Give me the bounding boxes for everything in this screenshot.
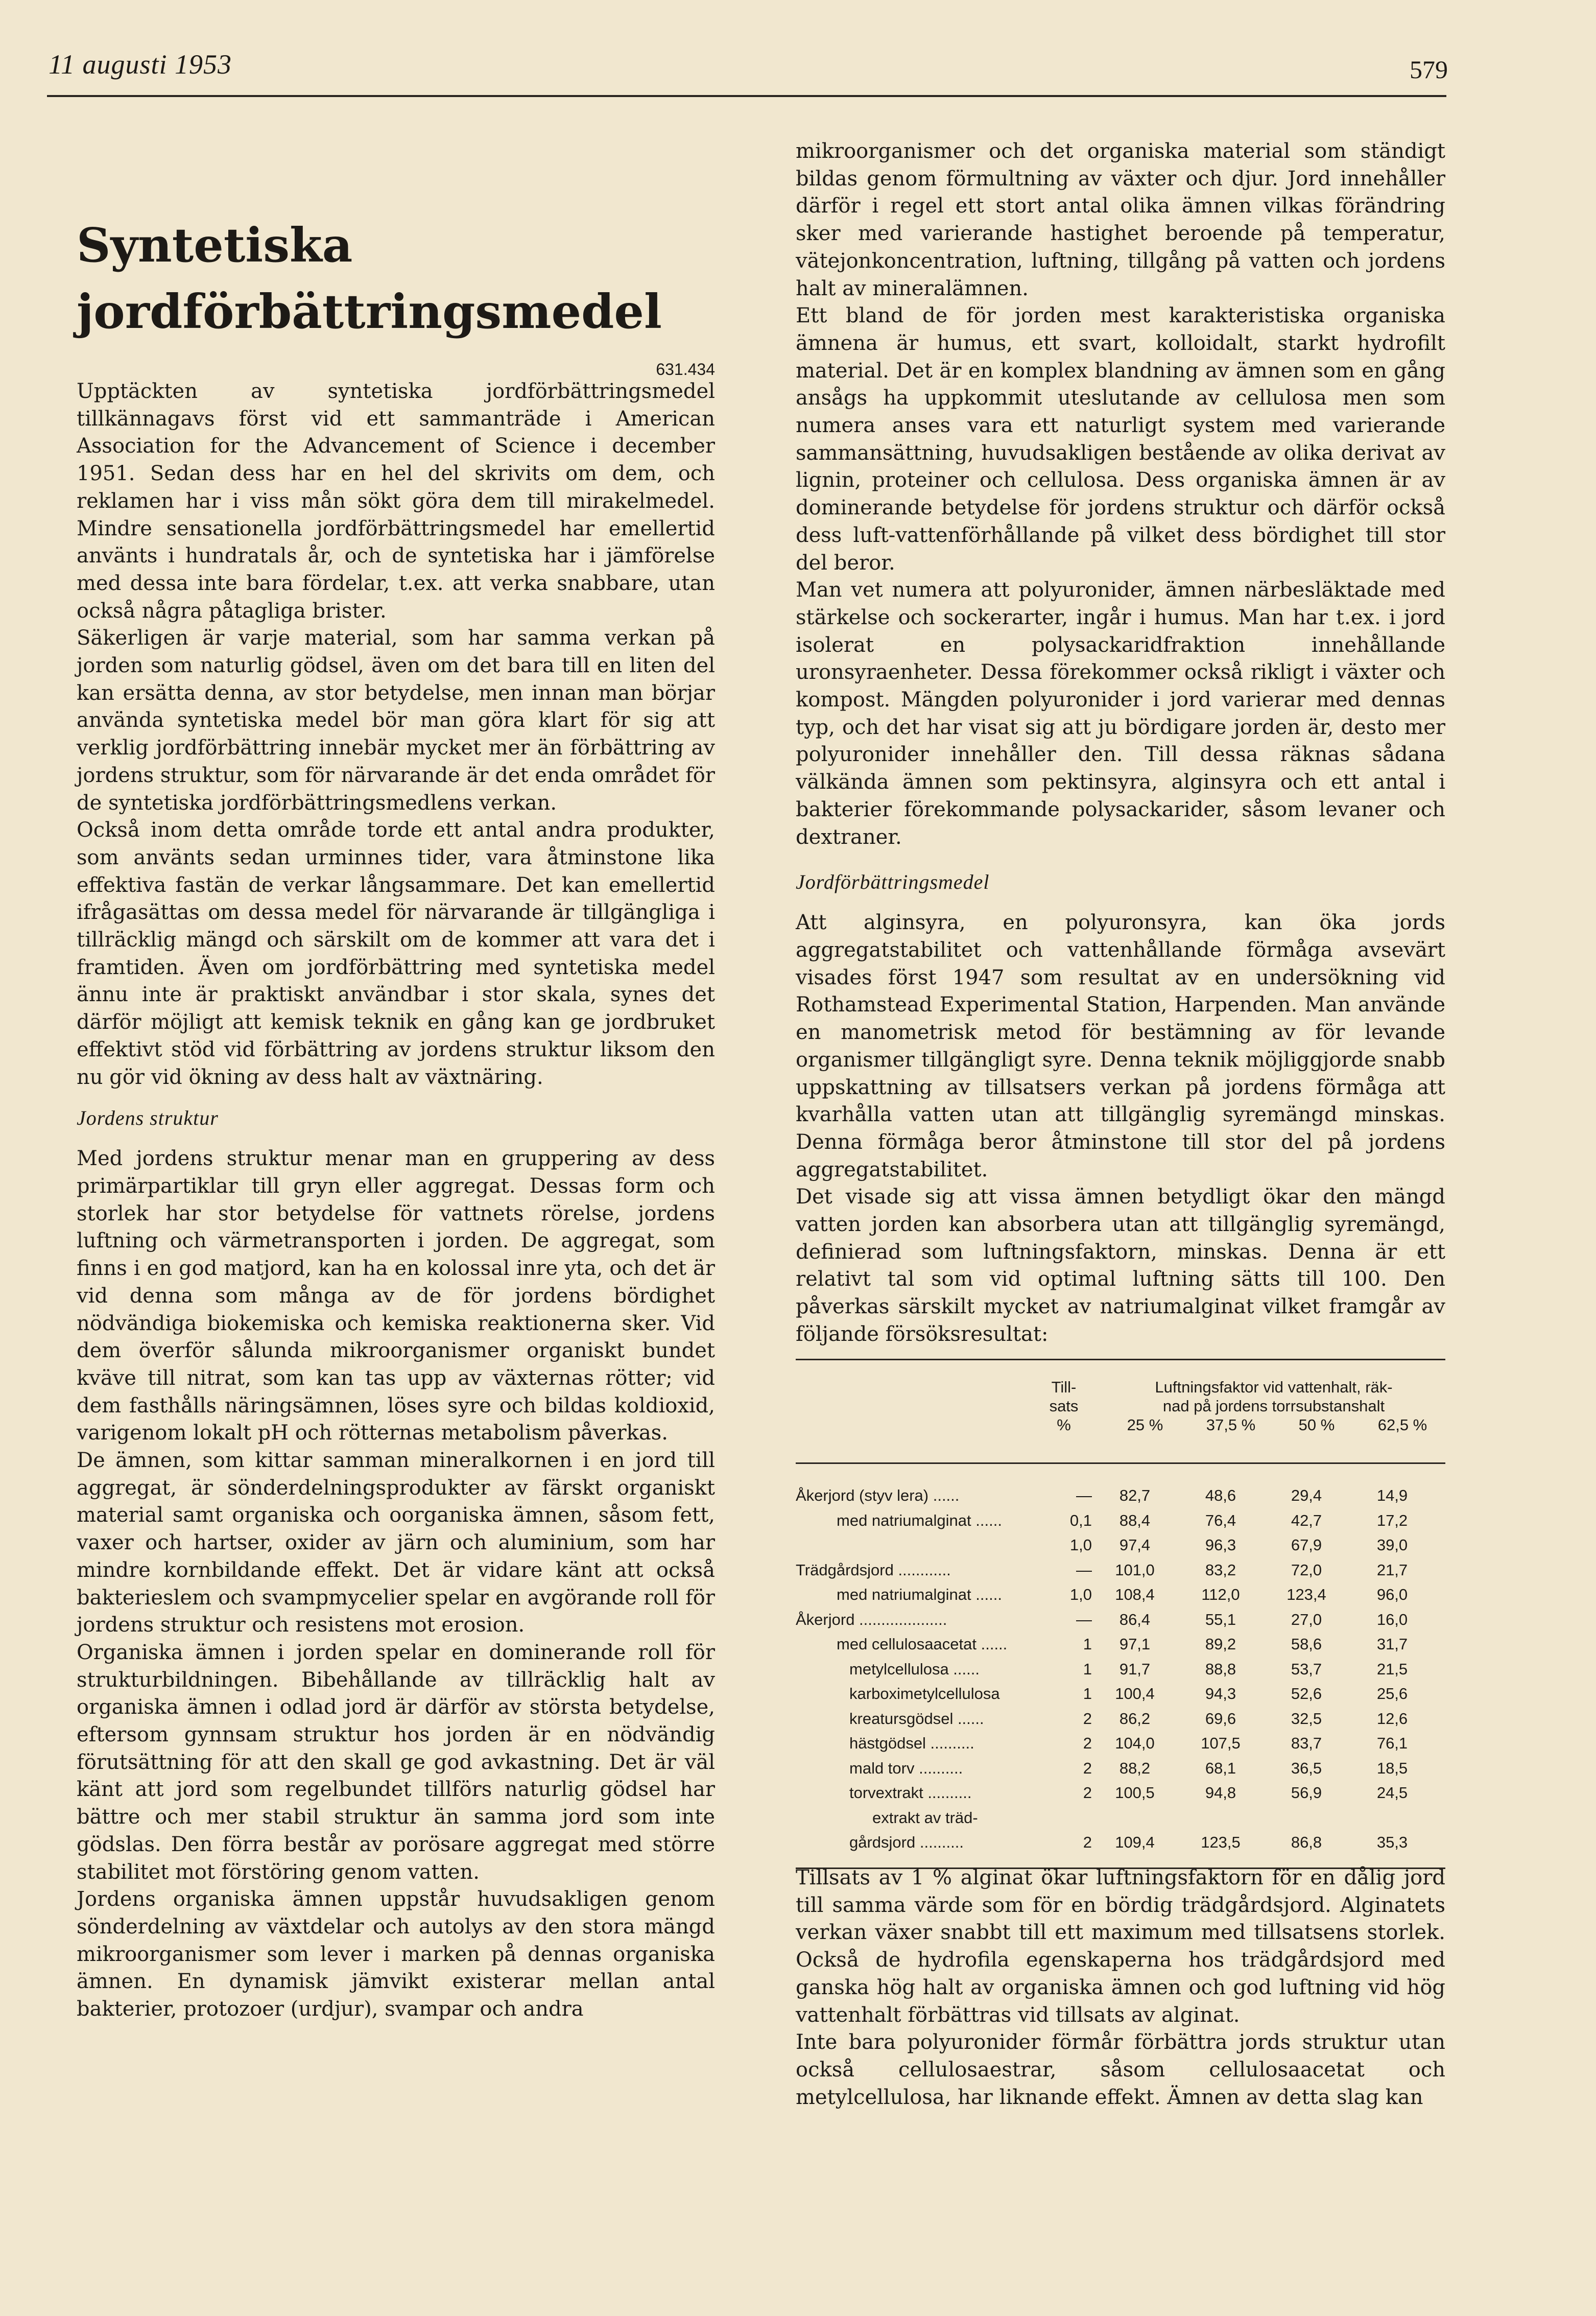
row-sats: 2 [1083,1734,1092,1752]
row-value: 104,0 [1115,1734,1155,1752]
row-value: 31,7 [1376,1635,1408,1653]
row-sats: 2 [1083,1833,1092,1851]
table-body [796,1464,1445,1868]
paragraph: Organiska ämnen i jorden spelar en dominerande roll för strukturbildningen. Bibehållande av tillräcklig halt av organiska ämnen i odlad jord är därför av största betydelse, eftersom gynnsam struktur hos jorden är en nödvändig förutsättning för att den skall ge god avkastning. Det är väl känt att jord som regelbundet tillförs naturlig gödsel har bättre och mer stabil struktur än samma jord som inte gödslas. Den förra består av porösare aggregat med större stabilitet mot förstöring genom vatten. [77,1640,715,1884]
row-value: 94,8 [1205,1784,1236,1802]
row-value: 24,5 [1376,1784,1408,1802]
header-values [1102,1415,1445,1434]
row-value: 94,3 [1205,1685,1236,1703]
table-row [796,1582,1445,1608]
row-value: 83,7 [1291,1734,1322,1752]
header-col: 50 % [1298,1416,1335,1434]
row-sats: 1,0 [1069,1586,1092,1603]
issue-date: 11 augusti 1953 [49,49,232,80]
row-value: 58,6 [1291,1635,1322,1653]
paragraph: Att alginsyra, en polyuronsyra, kan öka jords aggregatstabilitet och vattenhållande förmåga avsevärt visades först 1947 som resultat av en undersökning vid Rothamstead Experimental Station, Harpenden. Man använde en manometrisk metod för bestämning av för levande organismer tillgängligt syre. Denna teknik möjliggjorde snabb uppskattning av tillsatsers verkan på jordens förmåga att kvarhålla vatten utan att tillgänglig syremängd minskas. Denna förmåga beror åtminstone till stor del på jordens aggregatstabilitet. [796,911,1445,1181]
row-value: 29,4 [1291,1486,1322,1504]
row-value: 101,0 [1115,1561,1155,1579]
row-sats: 0,1 [1069,1511,1092,1529]
row-label: karboximetylcellulosa [849,1685,1000,1703]
row-value: 12,6 [1376,1709,1408,1728]
row-value: 123,4 [1287,1586,1326,1603]
row-value: 68,1 [1205,1759,1236,1777]
row-value: 27,0 [1291,1610,1322,1628]
row-value: 86,2 [1119,1709,1151,1728]
table-row [796,1806,1445,1831]
row-value: 112,0 [1201,1586,1240,1603]
row-value: 14,9 [1376,1486,1408,1504]
left-column [77,378,715,2023]
row-label: Åkerjord (styv lera) ...... [796,1486,960,1504]
row-sats: — [1076,1561,1092,1579]
row-label: kreatursgödsel ...... [849,1709,984,1728]
row-label: Trädgårdsjord ............ [796,1561,951,1579]
paragraph: Upptäckten av syntetiska jordförbättringsmedel tillkännagavs först vid ett sammanträde i American Association for the Advancement of Science i december 1951. Sedan dess har en hel del skrivits om dem, och reklamen har i viss mån sökt göra dem till mirakelmedel. Mindre sensationella jordförbättringsmedel har emellertid använts i hundratals år, och de syntetiska har i jämförelse med dessa inte bara fördelar, t.ex. att verka snabbare, utan också några påtagliga brister. [77,380,715,623]
table-row [796,1508,1445,1533]
row-value: 32,5 [1291,1709,1322,1728]
paragraph: Inte bara polyuronider förmår förbättra jords struktur utan också cellulosaestrar, såsom cellulosaacetat och metylcellulosa, har liknande effekt. Ämnen av detta slag kan [796,2030,1445,2109]
row-value: 69,6 [1205,1709,1236,1728]
paragraph: Jordens organiska ämnen uppstår huvudsakligen genom sönderdelning av växtdelar och autolys av den stora mängd mikroorganismer som lever i marken på dennas organiska ämnen. En dynamisk jämvikt existerar mellan antal bakterier, protozoer (urdjur), svampar och andra [77,1887,715,2021]
row-value: 89,2 [1205,1635,1236,1653]
row-value [1349,1806,1435,1831]
table-row [796,1731,1445,1756]
row-value: 21,7 [1376,1561,1408,1579]
row-value: 91,7 [1119,1660,1151,1678]
table-header [796,1360,1445,1462]
table-row [796,1707,1445,1732]
row-value: 97,1 [1119,1635,1151,1653]
row-sats: — [1076,1486,1092,1504]
table-row [796,1533,1445,1558]
page-number: 579 [1410,55,1448,84]
row-value [1264,1806,1349,1831]
row-label: hästgödsel .......... [849,1734,974,1752]
row-label: mald torv .......... [849,1759,963,1777]
row-label: gårdsjord .......... [849,1833,964,1851]
table-row [796,1830,1445,1855]
row-label: Åkerjord .................... [796,1610,947,1628]
row-sats: 1 [1083,1635,1092,1653]
row-value: 48,6 [1205,1486,1236,1504]
table-row [796,1632,1445,1657]
article-title [77,212,715,345]
row-value: 88,8 [1205,1660,1236,1678]
row-value: 35,3 [1376,1833,1408,1851]
row-value: 76,1 [1376,1734,1408,1752]
row-label: metylcellulosa ...... [849,1660,980,1678]
row-value: 39,0 [1376,1536,1408,1554]
row-sats: — [1076,1610,1092,1628]
row-value: 100,4 [1115,1685,1155,1703]
row-value: 96,0 [1376,1586,1408,1603]
row-sats: 1 [1083,1660,1092,1678]
row-value: 53,7 [1291,1660,1322,1678]
row-sats [1036,1806,1092,1831]
row-value: 107,5 [1201,1734,1241,1752]
title-line-1: Syntetiska [77,218,353,273]
header-col: 25 % [1127,1416,1163,1434]
row-value: 108,4 [1115,1586,1155,1603]
row-value: 72,0 [1291,1561,1322,1579]
row-value: 16,0 [1376,1610,1408,1628]
paragraph: Man vet numera att polyuronider, ämnen närbesläktade med stärkelse och sockerarter, ingår i humus. Man har t.ex. i jord isolerat en polysackaridfraktion innehållande uronsyraenheter. Dessa förekommer också rikligt i växter och kompost. Mängden polyuronider i jord varierar med dennas typ, och det har visat sig att ju bördigare jorden är, desto mer polyuronider innehåller den. Till dessa räknas sådana välkända ämnen som pektinsyra, alginsyra och ett antal i bakterier förekommande polysackarider, såsom levaner och dextraner. [796,578,1445,849]
row-value: 55,1 [1205,1610,1236,1628]
table-row [796,1756,1445,1781]
right-column-top [796,138,1445,1349]
row-label: med cellulosaacetat ...... [837,1635,1008,1653]
row-value: 17,2 [1376,1511,1408,1529]
header-col: 62,5 % [1377,1416,1427,1434]
row-value: 123,5 [1201,1833,1241,1851]
table-row [796,1558,1445,1583]
section-heading: Jordens struktur [77,1106,219,1130]
row-value [1092,1806,1178,1831]
row-value: 86,4 [1119,1610,1151,1628]
row-value: 83,2 [1205,1561,1236,1579]
row-label: extrakt av träd- [872,1808,978,1827]
paragraph: Med jordens struktur menar man en gruppering av dess primärpartiklar till gryn eller aggregat. Dessas form och storlek har stor betydelse för vattnets rörelse, jordens luftning och värmetransporten i jorden. De aggregat, som finns i en god matjord, kan ha en kolossal inre yta, och det är vid denna som många av de för jordens bördighet nödvändiga biokemiska och kemiska reaktionerna sker. Vid dem överför sålunda mikroorganismer organiskt bundet kväve till nitrat, som kan tas upp av växternas rötter; vid dem fasthålls näringsämnen, löses syre och bildas koldioxid, varigenom lokalt pH och rötternas metabolism påverkas. [77,1147,715,1445]
row-value [1178,1806,1264,1831]
paragraph: De ämnen, som kittar samman mineralkornen i en jord till aggregat, är sönderdelningsprodukter av färskt organiskt material samt organiska och oorganiska ämnen, såsom fett, vaxer och hartser, oxider av järn och aluminium, som har mindre kornbildande effekt. Det är vidare känt att också bakterieslem och svampmycelier spelar en avgörande roll för jordens struktur och resistens mot erosion. [77,1449,715,1637]
row-value: 36,5 [1291,1759,1322,1777]
row-value: 56,9 [1291,1784,1322,1802]
row-sats: 1 [1083,1685,1092,1703]
results-table [796,1359,1445,1869]
row-value: 42,7 [1291,1511,1322,1529]
paragraph: Ett bland de för jorden mest karakteristiska organiska ämnena är humus, ett svart, kolloidalt, starkt hydrofilt material. Det är en komplex blandning av ämnen som en gång ansågs ha uppkommit uteslutande av cellulosa men som numera anses vara ett naturligt system med varierande sammansättning, huvudsakligen bestående av olika derivat av lignin, proteiner och cellulosa. Dess organiska ämnen är av dominerande betydelse för jordens struktur och därför också dess luft-vattenförhållande på vilket dess bördighet till stor del beror. [796,304,1445,575]
row-value: 82,7 [1119,1486,1151,1504]
row-value: 88,4 [1119,1511,1151,1529]
paragraph: Tillsats av 1 % alginat ökar luftningsfaktorn för en dålig jord till samma värde som för en bördig trädgårdsjord. Alginatets verkan växer snabbt till ett maximum med tillsatsens storlek. Också de hydrofila egenskaperna hos trädgårdsjord med ganska hög halt av organiska ämnen och god luftning vid hög vattenhalt förbättras vid tillsats av alginat. [796,1866,1445,2027]
row-value: 96,3 [1205,1536,1236,1554]
row-value: 97,4 [1119,1536,1151,1554]
row-label: med natriumalginat ...... [837,1586,1002,1603]
header-rule [47,95,1446,97]
row-sats: 2 [1083,1784,1092,1802]
row-value: 100,5 [1115,1784,1155,1802]
title-line-2: jordförbättringsmedel [77,284,662,339]
table-row [796,1608,1445,1633]
table-row [796,1483,1445,1508]
row-value: 21,5 [1376,1660,1408,1678]
udc-code: 631.434 [656,360,715,379]
paragraph: Det visade sig att vissa ämnen betydligt ökar den mängd vatten jorden kan absorbera utan att tillgänglig syremängd, definierad som luftningsfaktorn, minskas. Denna är ett relativt tal som vid optimal luftning sätts till 100. Den påverkas särskilt mycket av natriumalginat vilket framgår av följande försöksresultat: [796,1185,1445,1346]
row-value: 67,9 [1291,1536,1322,1554]
row-value: 109,4 [1115,1833,1155,1851]
section-heading: Jordförbättringsmedel [796,870,990,894]
paragraph: Också inom detta område torde ett antal andra produkter, som använts sedan urminnes tider, vara åtminstone lika effektiva fastän de verkar långsammare. Det kan emellertid ifrågasättas om dessa medel för närvarande är tillgängliga i tillräcklig mängd och särskilt om de kommer att vara det i framtiden. Även om jordförbättring med syntetiska medel ännu inte är praktiskt användbar i stor skala, synes det därför möjligt att kemisk teknik en gång kan ge jordbruket effektivt stöd vid förbättring av jordens struktur liksom den nu gör vid ökning av dess halt av växtnäring. [77,818,715,1089]
row-label: torvextrakt .......... [849,1784,972,1802]
header-sats: Till- sats % [1049,1378,1079,1434]
row-value: 88,2 [1119,1759,1151,1777]
row-label: med natriumalginat ...... [837,1511,1002,1529]
paragraph: mikroorganismer och det organiska material som ständigt bildas genom förmultning av växter och djur. Jord innehåller därför i regel ett stort antal olika ämnen vilkas förändring sker med varierande hastighet beroende på temperatur, vätejonkoncentration, luftning, tillgång på vatten och jordens halt av mineralämnen. [796,139,1445,300]
row-sats: 2 [1083,1759,1092,1777]
row-label [796,1533,1036,1558]
row-value: 76,4 [1205,1511,1236,1529]
table-row [796,1682,1445,1707]
row-value: 18,5 [1376,1759,1408,1777]
row-value: 25,6 [1376,1685,1408,1703]
table-row [796,1657,1445,1682]
table-row [796,1781,1445,1806]
paragraph: Säkerligen är varje material, som har samma verkan på jorden som naturlig gödsel, även om det bara till en liten del kan ersätta denna, av stor betydelse, men innan man börjar använda syntetiska medel bör man göra klart för sig att verklig jordförbättring innebär mycket mer än förbättring av jordens struktur, som för närvarande är det enda området för de syntetiska jordförbättringsmedlens verkan. [77,626,715,815]
row-value: 86,8 [1291,1833,1322,1851]
row-value: 52,6 [1291,1685,1322,1703]
header-group: Luftningsfaktor vid vattenhalt, räk- nad på jordens torrsubstanshalt [1155,1378,1393,1415]
right-column-bottom [796,1864,1445,2111]
header-col: 37,5 % [1206,1416,1256,1434]
row-sats: 2 [1083,1709,1092,1728]
row-sats: 1,0 [1069,1536,1092,1554]
